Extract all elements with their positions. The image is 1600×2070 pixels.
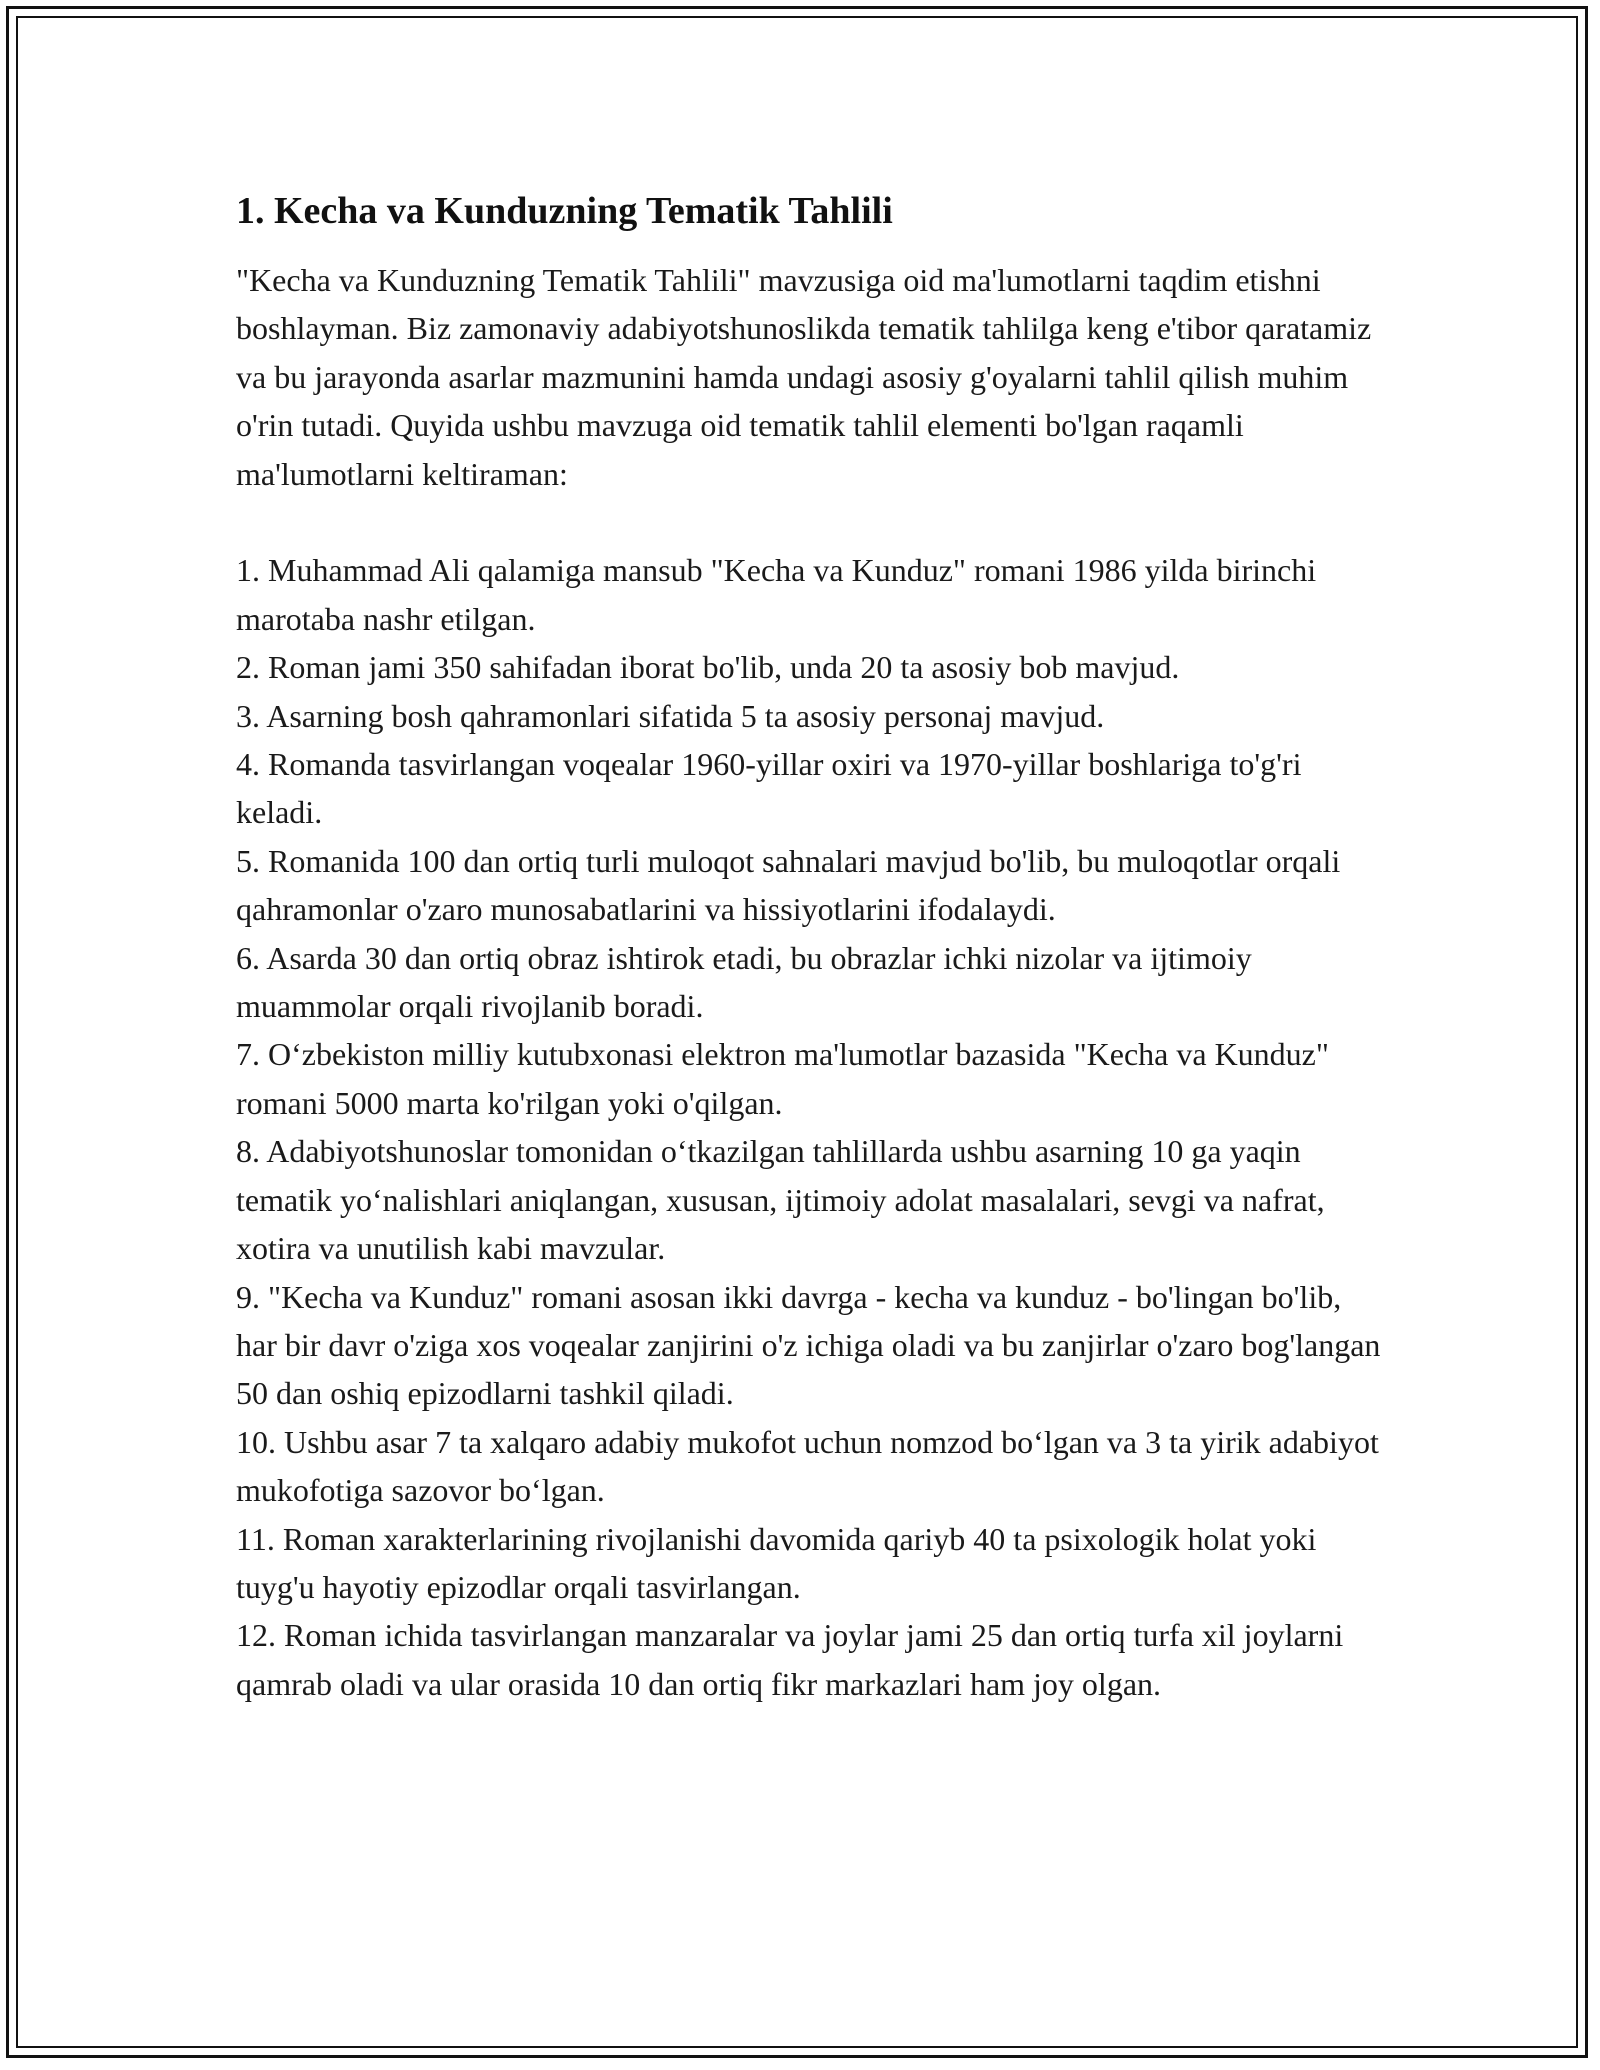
list-item: 5. Romanida 100 dan ortiq turli muloqot sahnalari mavjud bo'lib, bu muloqotlar orqali qahramonlar o'zaro munosabatlarini va hissiyotlarini ifodalaydi. <box>236 842 1341 928</box>
section-title: 1. Kecha va Kunduzning Tematik Tahlili <box>236 190 893 232</box>
list-item: 8. Adabiyotshunoslar tomonidan o‘tkazilgan tahlillarda ushbu asarning 10 ga yaqin tematik yo‘nalishlari aniqlangan, xususan, ijtimoiy adolat masalalari, sevgi va nafrat, xotira va unutilish kabi mavzular. <box>236 1133 1325 1267</box>
paragraph-spacer <box>236 498 1386 546</box>
intro-paragraph: "Kecha va Kunduzning Tematik Tahlili" mavzusiga oid ma'lumotlarni taqdim etishni boshlayman. Biz zamonaviy adabiyotshunoslikda tematik tahlilga keng e'tibor qaratamiz va bu jarayonda asarlar mazmunini hamda undagi asosiy g'oyalarni tahlil qilish muhim o'rin tutadi. Quyida ushbu mavzuga oid tematik tahlil elementi bo'lgan raqamli ma'lumotlarni keltiraman: <box>236 262 1372 492</box>
facts-list <box>236 546 1386 1708</box>
list-item: 4. Romanda tasvirlangan voqealar 1960-yillar oxiri va 1970-yillar boshlariga to'g'ri keladi. <box>236 746 1302 831</box>
list-item: 7. O‘zbekiston milliy kutubxonasi elektron ma'lumotlar bazasida "Kecha va Kunduz" romani 5000 marta ko'rilgan yoki o'qilgan. <box>236 1036 1329 1121</box>
list-item: 6. Asarda 30 dan ortiq obraz ishtirok etadi, bu obrazlar ichki nizolar va ijtimoiy muammolar orqali rivojlanib boradi. <box>236 939 1252 1025</box>
list-item: 1. Muhammad Ali qalamiga mansub "Kecha va Kunduz" romani 1986 yilda birinchi marotaba nashr etilgan. <box>236 552 1317 637</box>
list-item: 2. Roman jami 350 sahifadan iborat bo'lib, unda 20 ta asosiy bob mavjud. <box>236 649 1180 686</box>
document-body <box>236 186 1386 1708</box>
list-item: 12. Roman ichida tasvirlangan manzaralar va joylar jami 25 dan ortiq turfa xil joylarni qamrab oladi va ular orasida 10 dan ortiq fikr markazlari ham joy olgan. <box>236 1617 1344 1702</box>
list-item: 10. Ushbu asar 7 ta xalqaro adabiy mukofot uchun nomzod bo‘lgan va 3 ta yirik adabiyot mukofotiga sazovor bo‘lgan. <box>236 1423 1379 1509</box>
list-item: 9. "Kecha va Kunduz" romani asosan ikki davrga - kecha va kunduz - bo'lingan bo'lib, har bir davr o'ziga xos voqealar zanjirini o'z ichiga oladi va bu zanjirlar o'zaro bog'langan 50 dan oshiq epizodlarni tashkil qiladi. <box>236 1278 1381 1412</box>
list-item: 3. Asarning bosh qahramonlari sifatida 5 ta asosiy personaj mavjud. <box>236 697 1105 734</box>
list-item: 11. Roman xarakterlarining rivojlanishi davomida qariyb 40 ta psixologik holat yoki tuyg'u hayotiy epizodlar orqali tasvirlangan. <box>236 1520 1317 1605</box>
